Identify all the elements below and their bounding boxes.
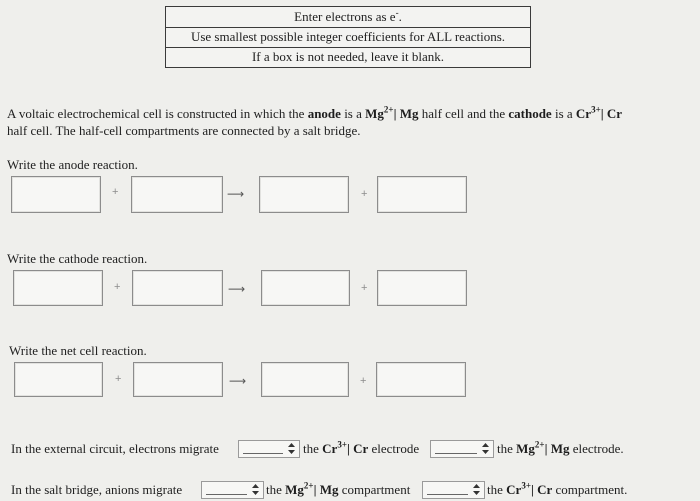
net-product-1-box[interactable] <box>261 362 349 397</box>
reaction-arrow-icon: ⟶ <box>229 374 247 388</box>
cathode-word: cathode <box>508 106 552 121</box>
cr-compartment-label: the $Cr^{3+}|$ Cr compartment. <box>487 480 628 497</box>
salt-bridge-prefix: In the salt bridge, anions migrate <box>11 482 183 497</box>
anode-reactant-2-box[interactable] <box>131 176 223 213</box>
cathode-reactant-1-box[interactable] <box>13 270 103 306</box>
plus-sign: + <box>115 373 122 385</box>
salt-bridge-direction-1-select[interactable] <box>201 481 264 499</box>
select-arrows-icon <box>472 483 481 496</box>
anode-word: anode <box>307 106 341 121</box>
anode-product-1-box[interactable] <box>259 176 349 213</box>
anode-reactant-1-box[interactable] <box>11 176 101 213</box>
problem-statement: A voltaic electrochemical cell is constructed in which the anode is a $Mg^{2+}|$ Mg half cell and the cathode is a $Cr^{3+}|$ Cr half cell. The half-cell compartments are connected by a salt bridge. <box>7 104 623 138</box>
cathode-reactant-2-box[interactable] <box>132 270 223 306</box>
select-arrows-icon <box>251 483 260 496</box>
plus-sign: + <box>112 186 119 198</box>
reaction-arrow-icon: ⟶ <box>227 187 245 201</box>
select-arrows-icon <box>481 442 490 455</box>
instructions-table <box>165 6 531 68</box>
coefficients-note: Use smallest possible integer coefficients for ALL reactions. <box>166 27 530 48</box>
plus-sign: + <box>361 282 368 294</box>
cathode-product-1-box[interactable] <box>261 270 350 306</box>
plus-sign: + <box>361 188 368 200</box>
reaction-arrow-icon: ⟶ <box>228 282 246 296</box>
cathode-label: Write the cathode reaction. <box>7 251 148 266</box>
anode-product-2-box[interactable] <box>377 176 467 213</box>
mg-electrode-label: the $Mg^{2+}|$ Mg electrode. <box>497 439 624 456</box>
external-direction-1-select[interactable] <box>238 440 300 458</box>
net-label: Write the net cell reaction. <box>9 343 147 358</box>
net-reactant-2-box[interactable] <box>133 362 223 397</box>
plus-sign: + <box>360 375 367 387</box>
net-reactant-1-box[interactable] <box>14 362 103 397</box>
mg-compartment-label: the $Mg^{2+}|$ Mg compartment <box>266 480 411 497</box>
net-product-2-box[interactable] <box>376 362 466 397</box>
blank-note: If a box is not needed, leave it blank. <box>251 49 445 64</box>
mg-couple: $Mg^{2+}|$ Mg <box>365 104 419 121</box>
cathode-product-2-box[interactable] <box>377 270 467 306</box>
select-arrows-icon <box>287 442 296 455</box>
cr-couple: $Cr^{3+}|$ Cr <box>575 104 623 121</box>
salt-bridge-direction-2-select[interactable] <box>422 481 485 499</box>
external-direction-2-select[interactable] <box>430 440 494 458</box>
plus-sign: + <box>114 281 121 293</box>
anode-label: Write the anode reaction. <box>7 157 138 172</box>
external-circuit-prefix: In the external circuit, electrons migrate <box>11 441 219 456</box>
electrons-note: Enter electrons as e-. <box>166 7 530 28</box>
cr-electrode-label: the $Cr^{3+}|$ Cr electrode <box>303 439 420 456</box>
